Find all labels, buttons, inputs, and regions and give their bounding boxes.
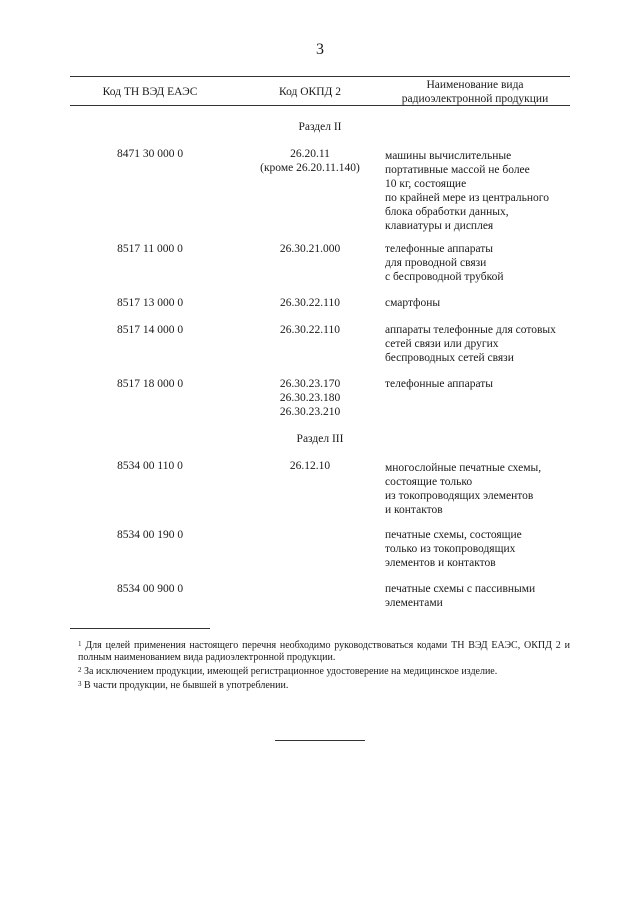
footnote (78, 666, 570, 678)
footnote (78, 680, 570, 692)
row-okpd-codes (240, 323, 380, 337)
row-product-name: смартфоны (385, 297, 441, 309)
row-product-name: машины вычислительные портативные массой не более 10 кг, состоящие по крайней мере из центрального блока обработки данных, клавиатуры и дисплея (385, 150, 549, 232)
table-top-rule (70, 76, 570, 77)
row-product-name: многослойные печатные схемы, состоящие только из токопроводящих элементов и контактов (385, 462, 542, 516)
footnote-separator (70, 628, 210, 629)
okpd-code: 26.20.11 (290, 148, 330, 160)
footnote-mark: 3 (78, 680, 82, 688)
footnote-mark: 2 (78, 666, 82, 674)
row-okpd-codes (240, 147, 380, 175)
row-okpd-codes (240, 377, 380, 419)
row-tnved-code: 8517 14 000 0 (116, 324, 184, 336)
page-number: 3 (316, 41, 324, 58)
row-tnved-code: 8534 00 190 0 (116, 529, 184, 541)
okpd-code: 26.30.22.110 (280, 297, 340, 309)
row-tnved-code: 8534 00 110 0 (117, 460, 183, 472)
okpd-code: 26.30.22.110 (280, 324, 340, 336)
footnote-mark: 1 (78, 640, 82, 648)
row-tnved-code: 8471 30 000 0 (116, 148, 184, 160)
row-product-name: телефонные аппараты (385, 378, 494, 390)
okpd-code: 26.30.23.180 (279, 392, 341, 404)
row-okpd-codes (240, 459, 380, 473)
row-product-name: печатные схемы, состоящие только из токопроводящих элементов и контактов (385, 529, 522, 569)
header-okpd: Код ОКПД 2 (279, 86, 341, 98)
header-product-name (380, 78, 570, 106)
footnote-text: Для целей применения настоящего перечня необходимо руководствоваться кодами ТН ВЭД ЕАЭС, ОКПД 2 и полным наименованием вида радиоэлектронной продукции. (78, 640, 570, 663)
row-product-name: телефонные аппараты для проводной связи с беспроводной трубкой (385, 243, 504, 283)
footnote-text: За исключением продукции, имеющей регистрационное удостоверение на медицинское изделие. (84, 666, 498, 677)
okpd-code: 26.30.23.170 (279, 378, 341, 390)
row-tnved-code: 8517 18 000 0 (116, 378, 184, 390)
okpd-code: 26.30.21.000 (279, 243, 341, 255)
section-heading-iii: Раздел III (296, 433, 344, 445)
okpd-code: (кроме 26.20.11.140) (260, 162, 360, 174)
row-okpd-codes (240, 296, 380, 310)
okpd-code: 26.12.10 (289, 460, 331, 472)
row-tnved-code: 8517 13 000 0 (116, 297, 184, 309)
row-product-name: аппараты телефонные для сотовых сетей связи или других беспроводных сетей связи (385, 324, 556, 364)
row-tnved-code: 8534 00 900 0 (116, 583, 184, 595)
header-product-name-line2: радиоэлектронной продукции (401, 93, 549, 105)
header-tnved: Код ТН ВЭД ЕАЭС (102, 86, 198, 98)
table-header-rule (70, 105, 570, 106)
row-product-name: печатные схемы с пассивными элементами (385, 583, 536, 609)
document-end-rule (275, 740, 365, 741)
okpd-code: 26.30.23.210 (279, 406, 341, 418)
section-heading-ii: Раздел II (298, 121, 342, 133)
row-okpd-codes (240, 242, 380, 256)
footnote (78, 640, 570, 664)
header-product-name-line1: Наименование вида (426, 79, 524, 91)
row-tnved-code: 8517 11 000 0 (117, 243, 183, 255)
footnote-text: В части продукции, не бывшей в употреблении. (84, 680, 289, 691)
